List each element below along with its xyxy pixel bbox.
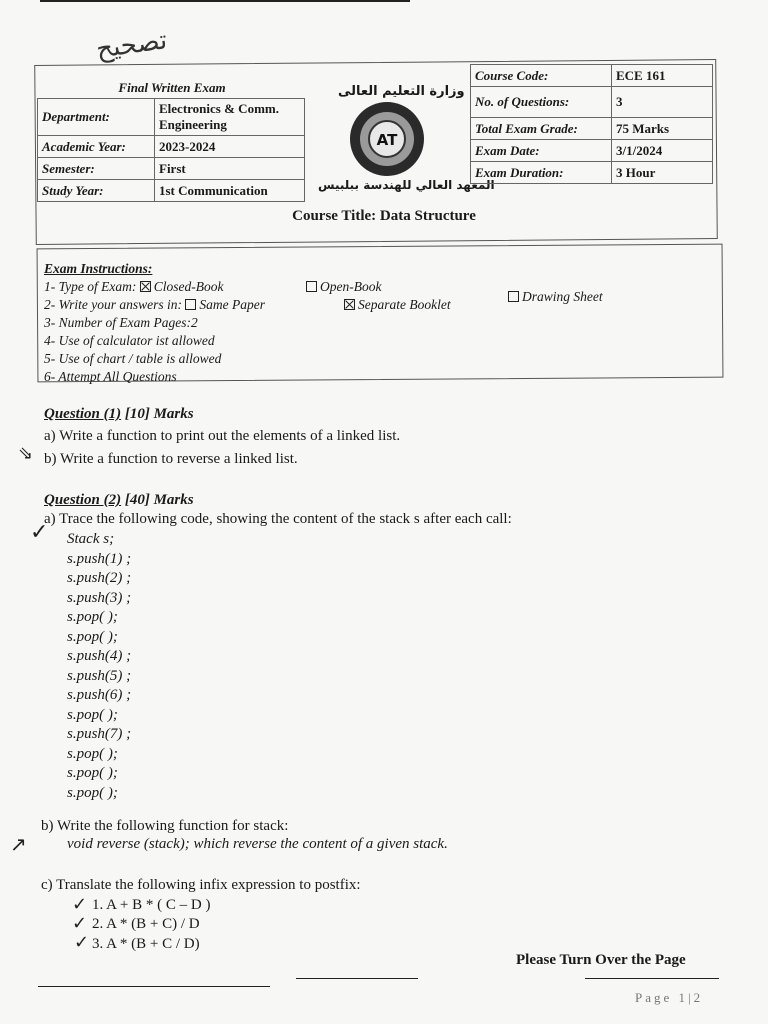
checkmark-icon: ✓ <box>72 894 88 915</box>
total-grade-row <box>471 118 713 140</box>
questions-count-label: No. of Questions: <box>471 87 612 118</box>
semester-value: First <box>155 158 305 180</box>
question2-part-b-line1: b) Write the following function for stack: <box>41 818 289 834</box>
semester-row <box>38 158 305 180</box>
question2-heading <box>44 492 194 509</box>
question2-marks: [40] Marks <box>124 492 194 508</box>
institute-logo <box>348 100 426 178</box>
question1-marks: [10] Marks <box>124 406 194 422</box>
infix-expression-3: 3. A * (B + C / D) <box>92 936 200 952</box>
department-value: Electronics & Comm. Engineering <box>155 99 305 136</box>
code-line: s.push(2) ; <box>67 570 132 586</box>
academic-year-label: Academic Year: <box>38 136 155 158</box>
course-code-value: ECE 161 <box>612 65 713 87</box>
checkbox-empty-icon <box>508 291 519 302</box>
study-year-row <box>38 180 305 202</box>
code-line: s.push(7) ; <box>67 726 132 742</box>
question1-heading <box>44 406 194 423</box>
code-line: s.push(6) ; <box>67 687 132 703</box>
open-book-option: Open-Book <box>320 279 382 294</box>
code-line: s.pop( ); <box>67 609 118 625</box>
checkbox-checked-icon <box>140 281 151 292</box>
handwritten-note: تصحيح <box>94 25 169 65</box>
code-line: s.push(1) ; <box>67 550 132 567</box>
code-line: Stack s; <box>67 531 115 547</box>
total-grade-label: Total Exam Grade: <box>471 118 612 140</box>
course-code-label: Course Code: <box>471 65 612 87</box>
instruction-answer-location <box>44 289 694 314</box>
department-row <box>38 99 305 136</box>
exam-instructions <box>44 260 694 386</box>
arrow-mark-icon: ⇘ <box>18 443 34 464</box>
answer-location-label: 2- Write your answers in: <box>44 297 182 312</box>
checkmark-icon: ✓ <box>74 932 90 953</box>
top-rule <box>40 0 410 2</box>
code-line: s.push(3) ; <box>67 589 132 606</box>
turn-over-note: Please Turn Over the Page <box>516 952 686 968</box>
infix-expression-1: 1. A + B * ( C – D ) <box>92 897 211 913</box>
exam-info-left <box>37 98 305 202</box>
instruction-chart: 5- Use of chart / table is allowed <box>44 351 222 366</box>
academic-year-row <box>38 136 305 158</box>
exam-duration-value: 3 Hour <box>612 162 713 184</box>
questions-count-value: 3 <box>612 87 713 118</box>
infix-expression-2: 2. A * (B + C) / D <box>92 916 200 932</box>
code-line: s.pop( ); <box>67 784 118 801</box>
question1-part-b: b) Write a function to reverse a linked list. <box>44 451 298 467</box>
separate-booklet-option: Separate Booklet <box>358 297 451 312</box>
question2-part-a: a) Trace the following code, showing the content of the stack s after each call: <box>44 511 512 527</box>
logo-text: AT <box>376 131 398 149</box>
checkbox-empty-icon <box>185 299 196 310</box>
closed-book-option: Closed-Book <box>153 279 224 294</box>
exam-title: Final Written Exam <box>118 80 226 95</box>
instruction-calculator: 4- Use of calculator ist allowed <box>44 333 215 348</box>
page-number: Page 1|2 <box>635 990 704 1005</box>
code-line: s.pop( ); <box>67 706 118 723</box>
question1-part-a: a) Write a function to print out the elements of a linked list. <box>44 428 401 444</box>
instruction-attempt-all: 6- Attempt All Questions <box>44 369 177 384</box>
course-title: Course Title: Data Structure <box>292 208 476 224</box>
exam-date-label: Exam Date: <box>471 140 612 162</box>
exam-info-right <box>470 64 713 184</box>
drawing-sheet-option: Drawing Sheet <box>522 289 603 304</box>
semester-label: Semester: <box>38 158 155 180</box>
course-code-row <box>471 65 713 87</box>
arrow-mark-icon: ↗ <box>10 832 27 856</box>
footer-rule <box>296 978 418 979</box>
study-year-value: 1st Communication <box>155 180 305 202</box>
checkmark-icon: ✓ <box>72 913 88 934</box>
academic-year-value: 2023-2024 <box>155 136 305 158</box>
footer-rule <box>585 978 719 979</box>
instruction-pages: 3- Number of Exam Pages:2 <box>44 315 198 330</box>
question2-number: Question (2) <box>44 492 122 508</box>
same-paper-option: Same Paper <box>199 297 265 312</box>
footer-rule <box>38 986 270 987</box>
checkbox-checked-icon <box>344 299 355 310</box>
study-year-label: Study Year: <box>38 180 155 202</box>
checkbox-empty-icon <box>306 281 317 292</box>
code-line: s.pop( ); <box>67 745 118 762</box>
total-grade-value: 75 Marks <box>612 118 713 140</box>
questions-count-row <box>471 87 713 118</box>
exam-date-value: 3/1/2024 <box>612 140 713 162</box>
institute-name: المعهد العالي للهندسة ببلبيس <box>318 178 495 192</box>
exam-type-label: 1- Type of Exam: <box>44 279 137 294</box>
department-label: Department: <box>38 99 155 136</box>
question2-part-b-line2: void reverse (stack); which reverse the content of a given stack. <box>67 836 448 852</box>
exam-date-row <box>471 140 713 162</box>
stack-trace-code <box>67 530 131 803</box>
exam-duration-row <box>471 162 713 184</box>
code-line: s.pop( ); <box>67 765 118 781</box>
code-line: s.pop( ); <box>67 628 118 645</box>
ministry-name: وزارة التعليم العالى <box>338 84 465 99</box>
question1-number: Question (1) <box>44 406 122 422</box>
instructions-heading: Exam Instructions: <box>44 261 153 276</box>
code-line: s.push(4) ; <box>67 648 132 664</box>
question2-part-c: c) Translate the following infix expression to postfix: <box>41 877 361 893</box>
code-line: s.push(5) ; <box>67 667 132 684</box>
checkmark-icon: ✓ <box>30 520 49 545</box>
exam-duration-label: Exam Duration: <box>471 162 612 184</box>
